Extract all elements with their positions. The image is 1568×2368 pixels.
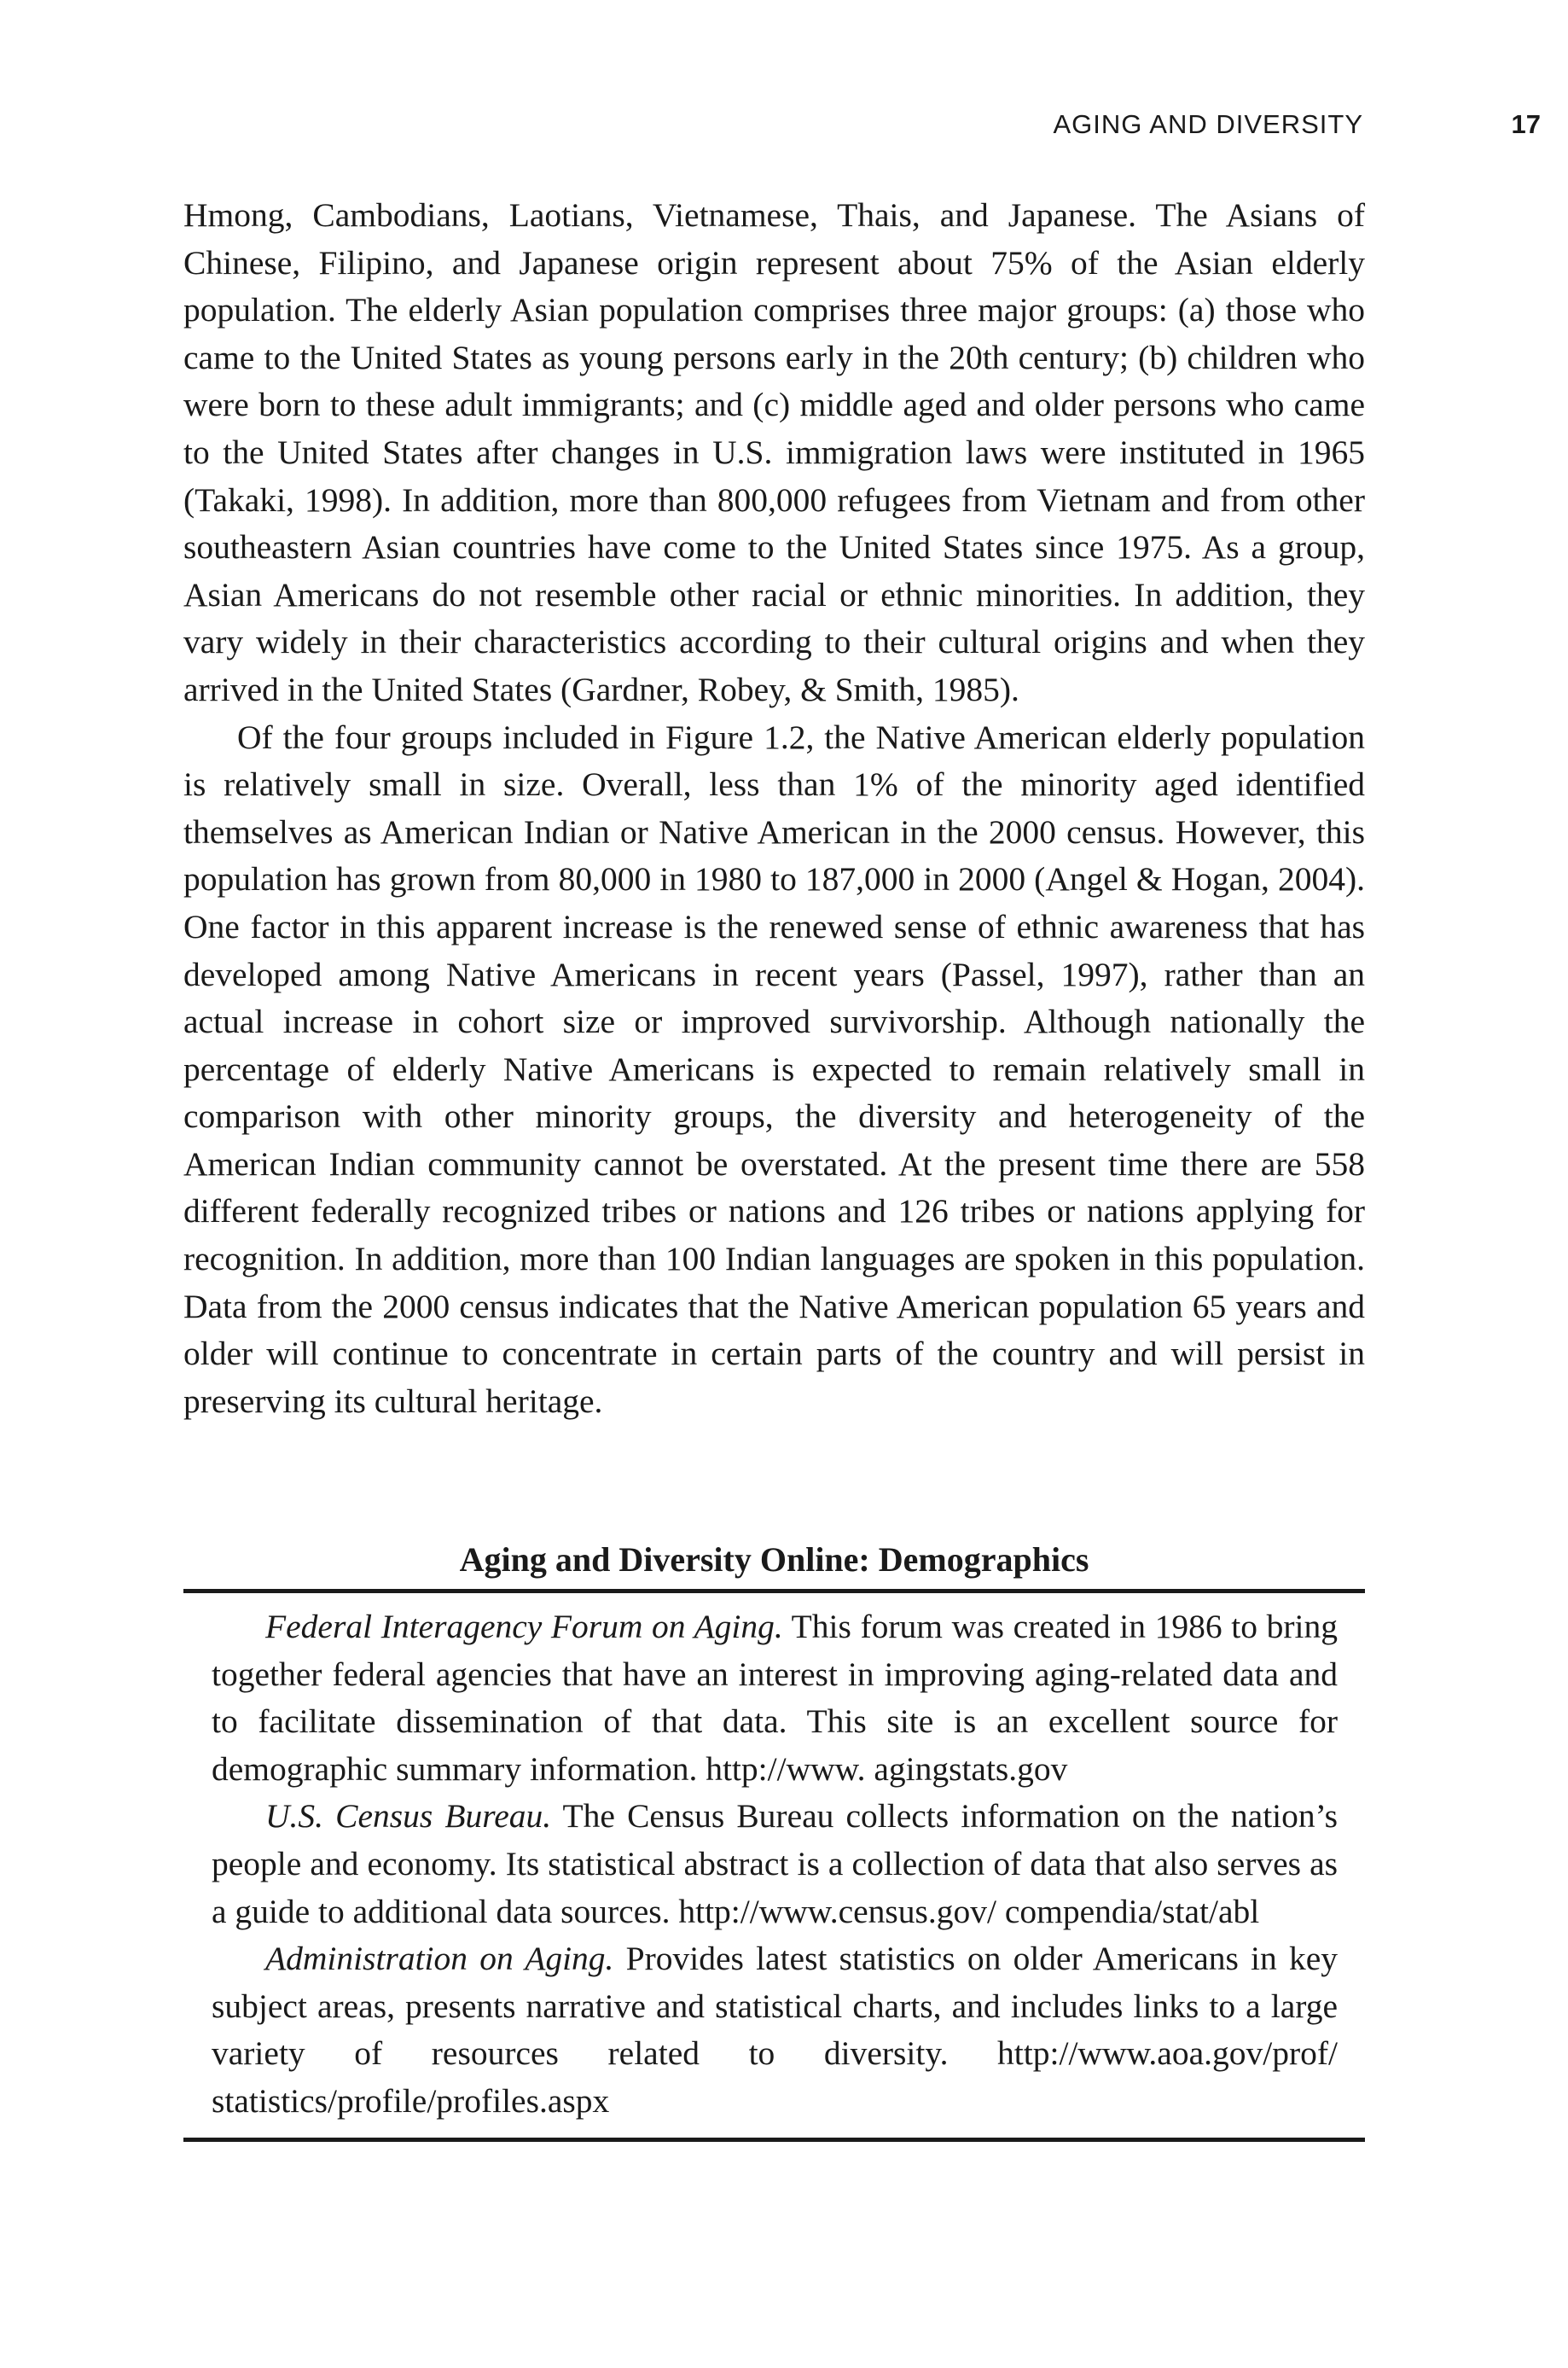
resource-description: This forum was created in 1986 to bring together federal agencies that have an interest in improving aging-related data and to facilitate dissemination of that data. This site is an excellent source for demographic summary information. http://www. agingstats.gov <box>212 1608 1338 1788</box>
resource-entry <box>212 1603 1338 1793</box>
body-paragraph: Of the four groups included in Figure 1.2, the Native American elderly population is relatively small in size. Overall, less than 1% of the minority aged identified themselves as American Indian or Native American in the 2000 census. However, this population has grown from 80,000 in 1980 to 187,000 in 2000 (Angel & Hogan, 2004). One factor in this apparent increase is the renewed sense of ethnic awareness that has developed among Native Americans in recent years (Passel, 1997), rather than an actual increase in cohort size or improved survivorship. Although nationally the percentage of elderly Native Americans is expected to remain relatively small in comparison with other minority groups, the diversity and heterogeneity of the American Indian community cannot be overstated. At the present time there are 558 different federally recognized tribes or nations and 126 tribes or nations applying for recognition. In addition, more than 100 Indian languages are spoken in this population. Data from the 2000 census indicates that the Native American population 65 years and older will continue to concentrate in certain parts of the country and will persist in preserving its cultural heritage. <box>183 718 1365 1420</box>
box-heading: Aging and Diversity Online: Demographics <box>183 1536 1365 1593</box>
running-head <box>0 109 1568 152</box>
running-title: AGING AND DIVERSITY <box>1053 109 1363 139</box>
resource-entry <box>212 1935 1338 2125</box>
resource-description: The Census Bureau collects information on the nation’s people and economy. Its statistical abstract is a collection of data that also serves as a guide to additional data sources. http://www.census.gov/ compendia/stat/abl <box>212 1797 1339 1930</box>
page-number: 17 <box>1511 109 1541 139</box>
box-body <box>183 1593 1365 2142</box>
online-resources-box <box>183 1536 1365 2142</box>
resource-name: U.S. Census Bureau. <box>265 1797 552 1836</box>
body-paragraph: Hmong, Cambodians, Laotians, Vietnamese, Thais, and Japanese. The Asians of Chinese, Filipino, and Japanese origin represent about 75% of the Asian elderly population. The elderly Asian population comprises three major groups: (a) those who came to the United States as young persons early in the 20th century; (b) children who were born to these adult immigrants; and (c) middle aged and older persons who came to the United States after changes in U.S. immigration laws were instituted in 1965 (Takaki, 1998). In addition, more than 800,000 refugees from Vietnam and from other southeastern Asian countries have come to the United States since 1975. As a group, Asian Americans do not resemble other racial or ethnic minorities. In addition, they vary widely in their characteristics according to their cultural origins and when they arrived in the United States (Gardner, Robey, & Smith, 1985). <box>183 196 1365 708</box>
resource-description: Provides latest statistics on older Americans in key subject areas, presents narrative and statistical charts, and includes links to a large variety of resources related to diversity. http://www.aoa.gov/prof/ statistics/profile/profiles.aspx <box>212 1940 1338 2120</box>
resource-name: Administration on Aging. <box>265 1940 614 1978</box>
resource-entry <box>212 1793 1338 1935</box>
resource-name: Federal Interagency Forum on Aging. <box>265 1608 783 1645</box>
main-text <box>183 192 1365 1425</box>
